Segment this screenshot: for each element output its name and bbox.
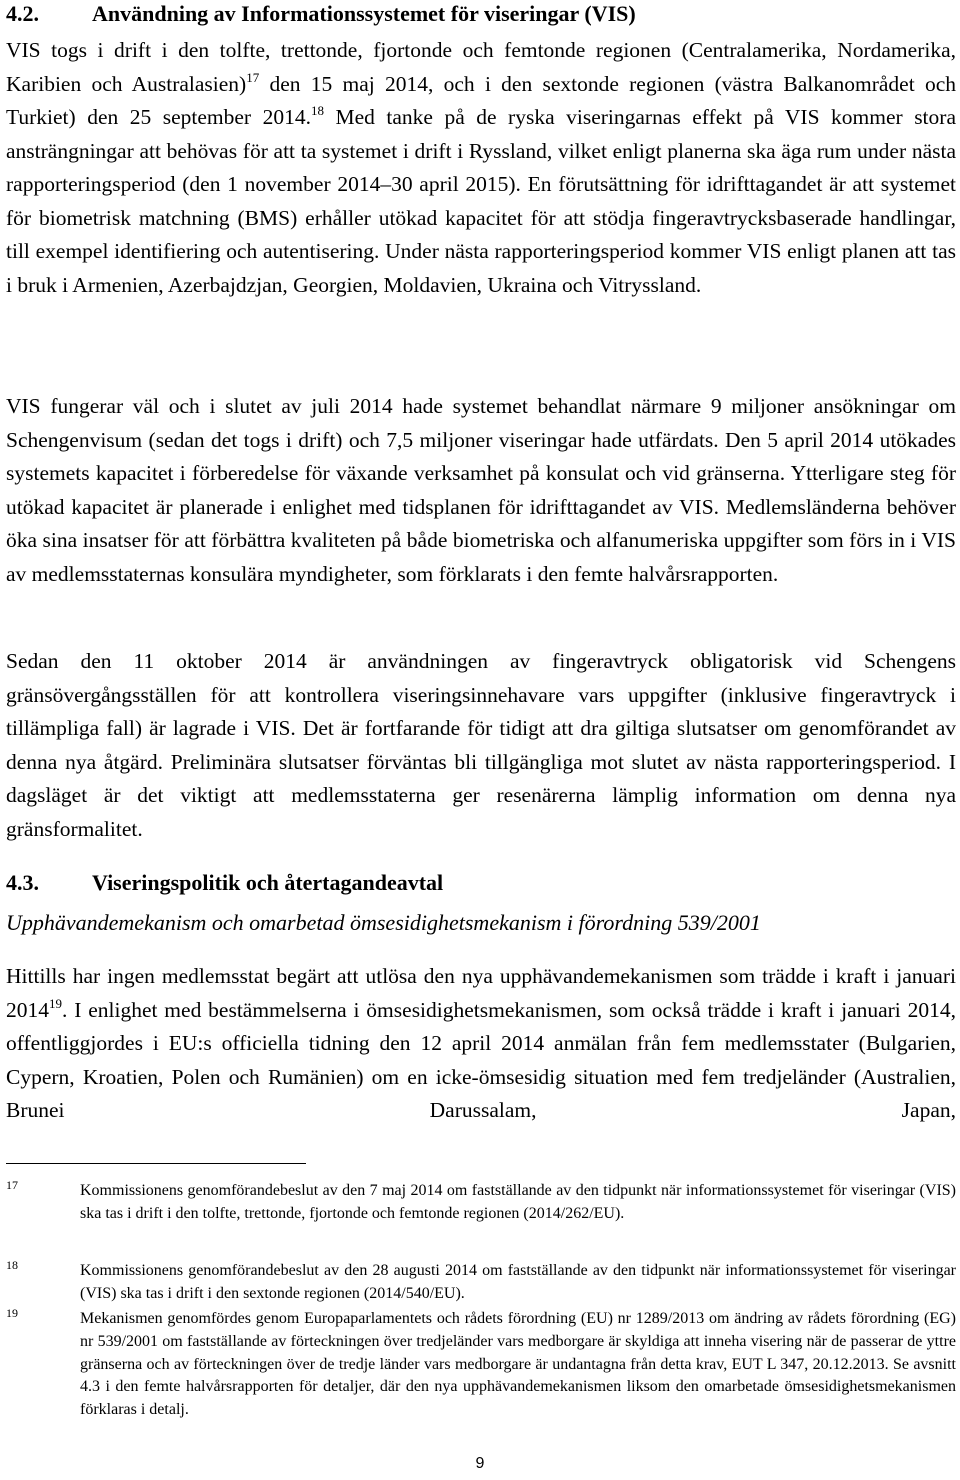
- section-title: Viseringspolitik och återtagandeavtal: [92, 870, 444, 895]
- footnote-text: Kommissionens genomförandebeslut av den 28 augusti 2014 om fastställande av den tidpunkt när informationssystemet för viseringar (VIS) ska tas i drift i den sextonde regionen (2014/540/EU).: [80, 1262, 956, 1302]
- footnote-text: Mekanismen genomfördes genom Europaparlamentets och rådets förordning (EU) nr 1289/2013 om ändring av rådets förordning (EG) nr 539/2001 om fastställande av förteckningen över tredjeländer vars medborgare är skyldiga att inneha visering när de passerar de yttre gränserna och av förteckningen över de tredje länder vars medborgare är undantagna från detta krav, EUT L 347, 20.12.2013. Se avsnitt 4.3 i den femte halvårsrapporten för detaljer, där den nya upphävandemekanismen liksom den omarbetade ömsesidighetsmekanismen förklaras i detalj.: [80, 1310, 956, 1419]
- page-number: 9: [475, 1455, 485, 1472]
- footnote-17: [6, 1180, 956, 1226]
- paragraph-vis-performance: VIS fungerar väl och i slutet av juli 2014 hade systemet behandlat närmare 9 miljoner ansökningar om Schengenvisum (sedan det togs i drift) och 7,5 miljoner viseringar hade utfärdats. Den 5 april 2014 utökades systemets kapacitet i förberedelse för växande verksamhet på konsulat och vid gränserna. Ytterligare steg för utökad kapacitet är planerade i enlighet med tidsplanen för idrifttagandet av VIS. Medlemsländerna behöver öka sina insatser för att förbättra kvaliteten på både biometriska och alfanumeriska uppgifter som förs in i VIS av medlemsstaternas konsulära myndigheter, som förklarats i den femte halvårsrapporten.: [6, 394, 956, 586]
- section-number: 4.2.: [6, 1, 39, 26]
- footnote-19: [6, 1308, 956, 1422]
- section-heading-4-2: [6, 0, 636, 28]
- subsection-heading: Upphävandemekanism och omarbetad ömsesidighetsmekanism i förordning 539/2001: [6, 910, 761, 935]
- paragraph-vis-rollout: VIS togs i drift i den tolfte, trettonde, fjortonde och femtonde regionen (Centralamerika, Nordamerika, Karibien och Australasien)$^{17}$ den 15 maj 2014, och i den sextonde regionen (västra Balkanområdet och Turkiet) den 25 september 2014.18 Med tanke på de ryska viseringarnas effekt på VIS kommer stora ansträngningar att behövas för att ta systemet i drift i Ryssland, vilket enligt planerna ska äga rum under nästa rapporteringsperiod (den 1 november 2014–30 april 2015). En förutsättning för idrifttagandet är att systemet för biometrisk matchning (BMS) erhåller utökad kapacitet för att stödja fingeravtrycksbaserade handlingar, till exempel identifiering och autentisering. Under nästa rapporteringsperiod kommer VIS enligt planen att tas i bruk i Armenien, Azerbajdzjan, Georgien, Moldavien, Ukraina och Vitryssland.: [6, 38, 956, 297]
- section-title: Användning av Informationssystemet för viseringar (VIS): [92, 1, 636, 26]
- footnote-number: 19: [6, 1306, 18, 1320]
- footnote-number: 18: [6, 1258, 18, 1272]
- footnote-text: Kommissionens genomförandebeslut av den 7 maj 2014 om fastställande av den tidpunkt när informationssystemet för viseringar (VIS) ska tas i drift i den tolfte, trettonde, fjortonde och femtonde regionen (2014/262/EU).: [80, 1182, 956, 1222]
- footnote-number: 17: [6, 1178, 18, 1192]
- paragraph-suspension-mechanism: Hittills har ingen medlemsstat begärt att utlösa den nya upphävandemekanismen som trädde i kraft i januari 2014$^{19}$. I enlighet med bestämmelserna i ömsesidighetsmekanismen, som också trädde i kraft i januari 2014, offentliggjordes i EU:s officiella tidning den 12 april 2014 anmälan från fem medlemsstater (Bulgarien, Cypern, Kroatien, Polen och Rumänien) om en icke-ömsesidig situation med fem tredjeländer (Australien, Brunei Darussalam, Japan,: [6, 964, 956, 1122]
- section-number: 4.3.: [6, 870, 39, 895]
- footnote-ref-17: 17: [246, 69, 260, 85]
- paragraph-fingerprint-checks: Sedan den 11 oktober 2014 är användningen av fingeravtryck obligatorisk vid Schengens gränsövergångsställen för att kontrollera viseringsinnehavare vars uppgifter (inklusive fingeravtryck i tillämpliga fall) är lagrade i VIS. Det är fortfarande för tidigt att dra giltiga slutsatser om genomförandet av denna nya åtgärd. Preliminära slutsatser förväntas bli tillgängliga mot slutet av nästa rapporteringsperiod. I dagsläget är det viktigt att medlemsstaterna ger resenärerna lämplig information om denna nya gränsformalitet.: [6, 649, 956, 841]
- footnote-ref-18: 18: [310, 103, 324, 118]
- footnote-separator: [6, 1163, 306, 1164]
- footnote-ref-19: 19: [49, 995, 62, 1011]
- footnote-18: [6, 1260, 956, 1306]
- section-heading-4-3: [6, 869, 443, 897]
